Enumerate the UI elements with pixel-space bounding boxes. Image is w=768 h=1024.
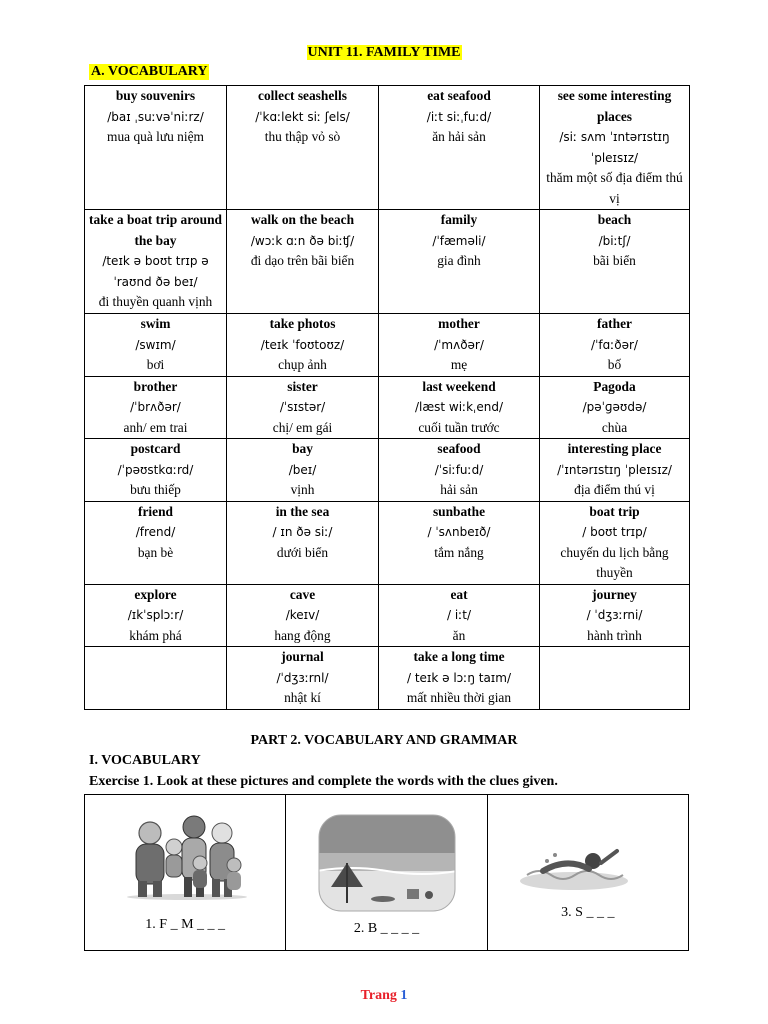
vocab-word: take a long time: [413, 649, 505, 664]
picture-cell-beach: [286, 795, 487, 950]
vocab-phonetic: /ˈɪntərɪstɪŋ ˈpleɪsɪz/: [557, 462, 672, 477]
vocab-phonetic: / iːt/: [447, 608, 471, 622]
vocab-phonetic: /teɪk ˈfoʊtoʊz/: [260, 337, 345, 352]
vocab-cell: [540, 210, 690, 314]
vocab-meaning: thăm một số địa điểm thú vị: [546, 170, 683, 206]
part2-title: PART 2. VOCABULARY AND GRAMMAR: [250, 733, 518, 748]
vocab-phonetic: /frend/: [135, 525, 176, 539]
vocab-meaning: bạn bè: [137, 544, 174, 560]
vocab-word: cave: [289, 586, 316, 602]
vocab-phonetic: / ɪn ðə siː/: [272, 525, 333, 539]
vocab-word: postcard: [130, 441, 181, 456]
vocab-phonetic: /ˈkɑːlekt siː ʃels/: [255, 109, 350, 124]
vocab-phonetic: /keɪv/: [285, 608, 320, 622]
vocab-cell: [540, 439, 690, 502]
vocab-cell: [540, 647, 690, 710]
vocab-row: [85, 210, 690, 314]
vocab-cell: [227, 314, 379, 377]
vocab-word: sunbathe: [432, 503, 486, 519]
vocab-phonetic: /ˈpəʊstkɑːrd/: [117, 462, 194, 477]
vocab-phonetic: /ˈbrʌðər/: [130, 400, 181, 414]
vocab-phonetic: /ˈmʌðər/: [434, 337, 484, 352]
vocab-meaning: anh/ em trai: [123, 419, 188, 435]
vocab-word: beach: [597, 212, 632, 227]
vocab-cell: [227, 647, 379, 710]
vocab-meaning: gia đình: [437, 253, 481, 268]
vocab-phonetic: /ˈfɑːðər/: [591, 337, 638, 352]
vocab-meaning: vịnh: [290, 482, 315, 497]
vocab-cell: [85, 584, 227, 647]
vocab-phonetic: / ˈsʌnbeɪð/: [427, 525, 491, 539]
swimmer-illustration-icon: [519, 841, 629, 893]
vocab-cell: [379, 86, 540, 210]
vocab-meaning: bãi biển: [593, 253, 636, 268]
vocab-phonetic: /iːt siːˌfuːd/: [426, 109, 492, 124]
picture-caption-2: 2. B _ _ _ _: [353, 921, 420, 936]
vocab-phonetic: / teɪk ə lɔːŋ taɪm/: [406, 670, 511, 685]
vocab-meaning: chùa: [601, 419, 628, 435]
vocab-phonetic: /pəˈɡəʊdə/: [582, 400, 647, 414]
vocab-phonetic: /ɪkˈsplɔːr/: [127, 608, 184, 622]
family-illustration-icon: [122, 813, 252, 901]
vocab-meaning: chụp ảnh: [278, 357, 327, 372]
vocab-meaning: ăn hải sản: [432, 129, 486, 144]
vocab-word: sister: [287, 378, 318, 394]
vocab-meaning: nhật kí: [284, 690, 321, 705]
vocab-cell: [379, 647, 540, 710]
vocab-meaning: đi thuyền quanh vịnh: [98, 294, 213, 309]
vocab-cell: [540, 501, 690, 584]
vocab-word: take a boat trip around the bay: [89, 212, 222, 248]
vocab-word: family: [440, 212, 478, 227]
vocab-cell: [227, 210, 379, 314]
vocab-cell: [379, 376, 540, 439]
vocab-cell: [227, 584, 379, 647]
unit-title: [0, 43, 768, 61]
vocab-phonetic: /biːtʃ/: [598, 233, 631, 248]
vocab-cell: [540, 86, 690, 210]
vocab-word: in the sea: [275, 503, 330, 519]
vocab-word: brother: [133, 378, 178, 394]
vocab-word: seafood: [437, 441, 481, 456]
vocab-meaning: bưu thiếp: [130, 482, 181, 497]
footer-page-label: Trang: [360, 988, 397, 1003]
vocab-meaning: cuối tuần trước: [418, 419, 500, 435]
vocab-phonetic: /ˈsiːfuːd/: [434, 462, 484, 477]
vocab-meaning: mua quà lưu niệm: [107, 129, 204, 144]
vocab-phonetic: /ˈfæməli/: [432, 233, 486, 248]
vocab-phonetic: /ˈsɪstər/: [279, 400, 326, 414]
vocab-word: eat seafood: [427, 88, 491, 103]
vocab-cell: [85, 501, 227, 584]
vocab-row: [85, 314, 690, 377]
picture-caption-1: 1. F _ M _ _ _: [145, 917, 226, 932]
vocab-phonetic: /swɪm/: [135, 337, 176, 352]
vocab-word: Pagoda: [593, 378, 636, 394]
exercise-1-pictures: [84, 794, 689, 951]
vocab-meaning: ăn: [452, 627, 466, 643]
vocab-cell: [379, 501, 540, 584]
picture-caption-3: 3. S _ _ _: [561, 905, 615, 920]
vocab-meaning: đi dạo trên bãi biển: [250, 253, 355, 268]
vocab-cell: [85, 647, 227, 710]
vocab-cell: [540, 376, 690, 439]
vocab-cell: [85, 314, 227, 377]
vocab-cell: [85, 86, 227, 210]
section-a-heading: A. VOCABULARY: [91, 64, 208, 79]
vocab-phonetic: /teɪk ə boʊt trɪp əˈraʊnd ðə beɪ/: [102, 254, 209, 289]
vocab-meaning: chuyến du lịch bằng thuyền: [560, 544, 669, 580]
vocab-cell: [227, 439, 379, 502]
vocab-row: [85, 647, 690, 710]
vocab-cell: [227, 86, 379, 210]
vocab-meaning: khám phá: [129, 627, 182, 643]
vocab-cell: [379, 210, 540, 314]
vocab-cell: [379, 584, 540, 647]
vocab-phonetic: /wɔːk ɑːn ðə biːʧ/: [250, 233, 355, 248]
picture-cell-family: [85, 795, 286, 950]
vocab-word: walk on the beach: [250, 212, 355, 227]
vocab-word: explore: [134, 586, 177, 602]
vocab-word: journal: [281, 649, 324, 664]
vocab-meaning: địa điểm thú vị: [574, 482, 655, 497]
vocabulary-heading: I. VOCABULARY: [89, 753, 201, 768]
vocab-phonetic: /beɪ/: [288, 462, 317, 477]
vocab-meaning: hang động: [274, 627, 331, 643]
vocab-phonetic: /ˈdʒɜːrnl/: [276, 670, 329, 685]
vocab-word: see some interesting places: [557, 88, 672, 124]
page-footer: [0, 988, 768, 1004]
vocab-phonetic: /læst wiːkˌend/: [414, 400, 504, 414]
vocab-meaning: bơi: [146, 357, 165, 372]
vocab-word: eat: [450, 586, 468, 602]
footer-page-number: 1: [400, 988, 408, 1003]
vocab-cell: [379, 314, 540, 377]
picture-cell-swim: [488, 795, 688, 950]
vocab-cell: [85, 376, 227, 439]
vocab-row: [85, 501, 690, 584]
vocabulary-table: [84, 85, 690, 710]
vocab-meaning: hành trình: [587, 627, 642, 643]
vocab-meaning: dưới biển: [276, 544, 329, 560]
vocab-word: boat trip: [589, 503, 640, 519]
vocab-cell: [227, 501, 379, 584]
unit-title-text: UNIT 11. FAMILY TIME: [307, 45, 461, 60]
vocab-row: [85, 86, 690, 210]
exercise-1-instruction: Exercise 1. Look at these pictures and complete the words with the clues given.: [89, 774, 558, 789]
vocab-word: journey: [592, 586, 637, 602]
vocab-word: last weekend: [422, 378, 496, 394]
vocab-meaning: mất nhiều thời gian: [406, 690, 512, 705]
vocab-word: collect seashells: [258, 88, 347, 103]
vocab-word: bay: [292, 441, 313, 456]
vocab-word: swim: [140, 316, 171, 331]
vocab-row: [85, 376, 690, 439]
vocab-phonetic: / boʊt trɪp/: [582, 525, 647, 539]
vocab-row: [85, 439, 690, 502]
beach-illustration-icon: [317, 813, 457, 913]
vocab-cell: [85, 439, 227, 502]
vocab-meaning: bố: [607, 357, 622, 372]
vocab-phonetic: /baɪ ˌsuːvəˈniːrz/: [107, 109, 204, 124]
vocab-word: father: [597, 316, 632, 331]
vocab-cell: [540, 314, 690, 377]
vocab-row: [85, 584, 690, 647]
vocab-word: mother: [438, 316, 480, 331]
vocab-phonetic: /siː sʌm ˈɪntərɪstɪŋ ˈpleɪsɪz/: [559, 130, 670, 165]
vocab-word: take photos: [269, 316, 336, 331]
vocab-word: friend: [138, 503, 173, 519]
vocab-word: buy souvenirs: [115, 88, 196, 103]
vocab-cell: [227, 376, 379, 439]
vocab-cell: [379, 439, 540, 502]
vocab-meaning: thu thập vỏ sò: [264, 129, 341, 144]
vocab-meaning: hải sản: [440, 482, 478, 497]
vocab-phonetic: / ˈdʒɜːrni/: [586, 608, 643, 622]
vocab-word: interesting place: [567, 441, 662, 456]
vocab-cell: [85, 210, 227, 314]
vocab-meaning: chị/ em gái: [272, 419, 333, 435]
vocab-cell: [540, 584, 690, 647]
vocab-meaning: tắm nắng: [434, 544, 484, 560]
vocab-meaning: mẹ: [450, 357, 468, 372]
